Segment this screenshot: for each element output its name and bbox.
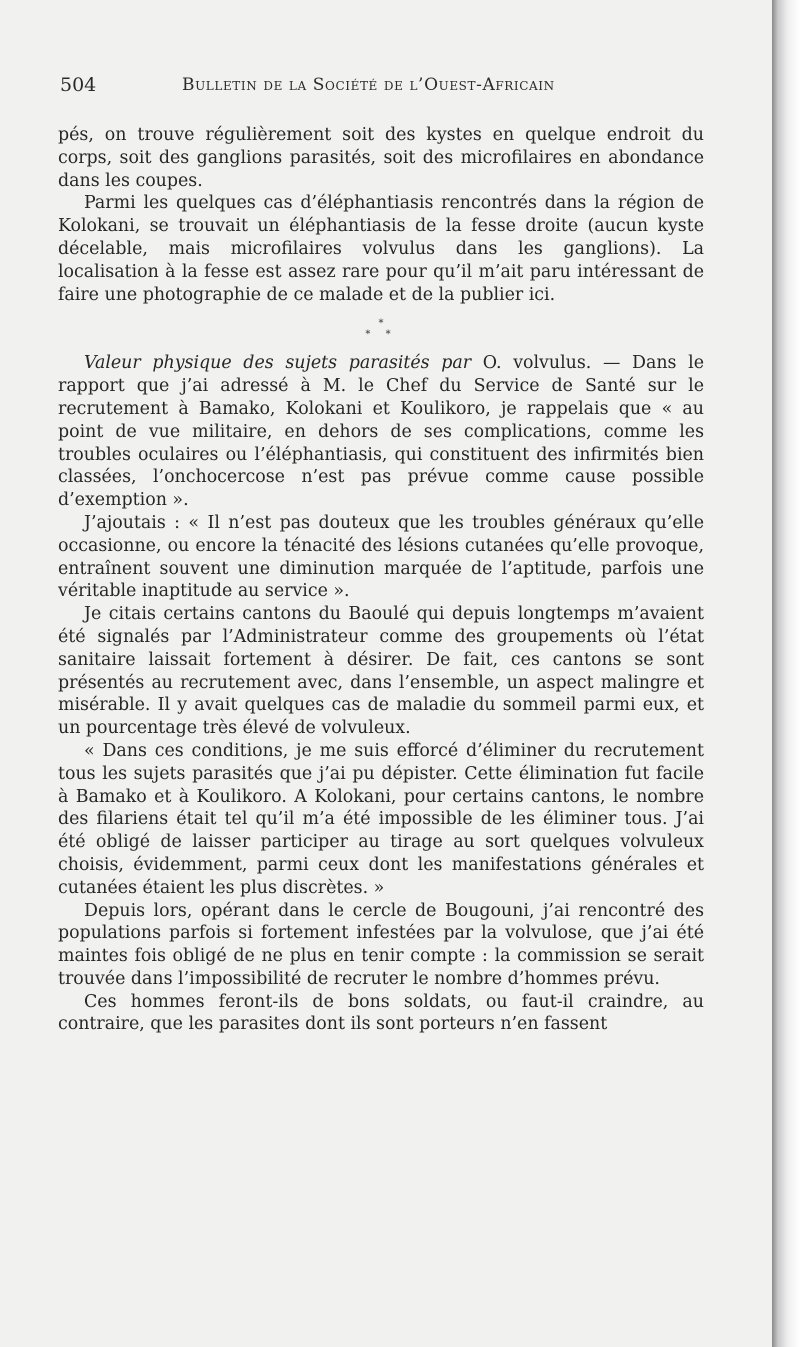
paragraph-bougouni: Depuis lors, opérant dans le cercle de Bougouni, j’ai rencontré des populations parfois si fortement infestées par la volvulose, que j’ai été maintes fois obligé de ne plus en tenir compte : la commission se serait trouvée dans l’impossibilité de recruter le nombre d’hommes prévu. [58, 900, 704, 989]
paragraph-baoule: Je citais certains cantons du Baoulé qui depuis longtemps m’avaient été signalés par l’Administrateur comme des groupements où l’état sanitaire laissait fortement à désirer. De fait, ces cantons se sont présentés au recrutement avec, dans l’ensemble, un aspect malingre et misérable. Il y avait quelques cas de maladie du sommeil parmi eux, et un pourcentage très élevé de volvuleux. [58, 604, 704, 739]
section-title: Valeur physique des sujets parasités par [84, 353, 472, 374]
asterism-top: * [378, 318, 384, 330]
paragraph-elephantiasis: Parmi les quelques cas d’éléphantiasis rencontrés dans la région de Kolokani, se trouvait un éléphantiasis de la fesse droite (aucun kyste décelable, mais microfilaires volvulus dans les ganglions). La localisation à la fesse est assez rare pour qu’il m’ait paru intéressant de faire une photographie de ce malade et de la publier ici. [58, 193, 704, 305]
page-number: 504 [60, 74, 97, 96]
section-title-species: O. volvulus. [471, 353, 592, 374]
section-asterism [58, 318, 704, 340]
page-header [60, 74, 720, 104]
paragraph-continuation: pés, on trouve régulièrement soit des kystes en quelque endroit du corps, soit des ganglions parasités, soit des microfilaires en abondance dans les coupes. [58, 125, 704, 191]
body-text [58, 124, 704, 1036]
asterism-bottom: * * [365, 329, 397, 341]
running-title: Bulletin de la Société de l’Ouest-Africain [182, 75, 555, 95]
page-edge-shadow [772, 0, 800, 1347]
paragraph-soldats: Ces hommes feront-ils de bons soldats, ou faut-il craindre, au contraire, que les parasites dont ils sont porteurs n’en fassent [58, 991, 704, 1035]
section-paragraph-text: — Dans le rapport que j’ai adressé à M. le Chef du Service de Santé sur le recrutement à Bamako, Kolokani et Koulikoro, je rappelais que « au point de vue militaire, en dehors de ses complications, comme les troubles oculaires ou l’éléphantiasis, qui constituent des infirmités bien classées, l’onchocercose n’est pas prévue comme cause possible d’exemption ». [58, 353, 705, 511]
paragraph-ajoutais: J’ajoutais : « Il n’est pas douteux que les troubles généraux qu’elle occasionne, ou encore la ténacité des lésions cutanées qu’elle provoque, entraînent souvent une diminution marquée de l’aptitude, parfois une véritable inaptitude au service ». [58, 512, 704, 602]
paragraph-section-start [58, 352, 704, 512]
paragraph-quote-elimination: « Dans ces conditions, je me suis efforcé d’éliminer du recrutement tous les sujets parasités que j’ai pu dépister. Cette élimination fut facile à Bamako et à Koulikoro. A Kolokani, pour certains cantons, le nombre des filariens était tel qu’il m’a été impossible de les éliminer tous. J’ai été obligé de laisser participer au tirage au sort quelques volvuleux choisis, évidemment, parmi ceux dont les manifestations générales et cutanées étaient les plus discrètes. » [58, 740, 704, 898]
